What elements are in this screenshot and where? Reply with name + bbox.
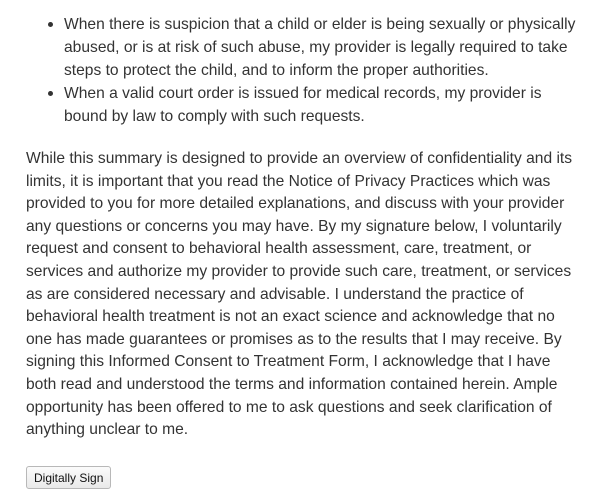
list-item [64,13,582,82]
consent-document [26,13,582,442]
list-item [64,82,582,128]
list-item-text: When there is suspicion that a child or elder is being sexually or physically abused, or is at risk of such abuse, my provider is legally required to take steps to protect the child, and to inform the proper authorities. [64,16,576,79]
exceptions-list [26,13,582,128]
bullet-icon [48,22,53,27]
consent-summary-paragraph: While this summary is designed to provide an overview of confidentiality and its limits, it is important that you read the Notice of Privacy Practices which was provided to you for more detailed explanations, and discuss with your provider any questions or concerns you may have. By my signature below, I voluntarily request and consent to behavioral health assessment, care, treatment, or services and authorize my provider to provide such care, treatment, or services as are considered necessary and advisable. I understand the practice of behavioral health treatment is not an exact science and acknowledge that no one has made guarantees or promises as to the results that I may receive. By signing this Informed Consent to Treatment Form, I acknowledge that I have both read and understood the terms and information contained herein. Ample opportunity has been offered to me to ask questions and seek clarification of anything unclear to me. [26,150,573,439]
digitally-sign-button[interactable]: Digitally Sign [26,466,111,489]
bullet-icon [48,91,53,96]
list-item-text: When a valid court order is issued for medical records, my provider is bound by law to comply with such requests. [64,85,542,125]
